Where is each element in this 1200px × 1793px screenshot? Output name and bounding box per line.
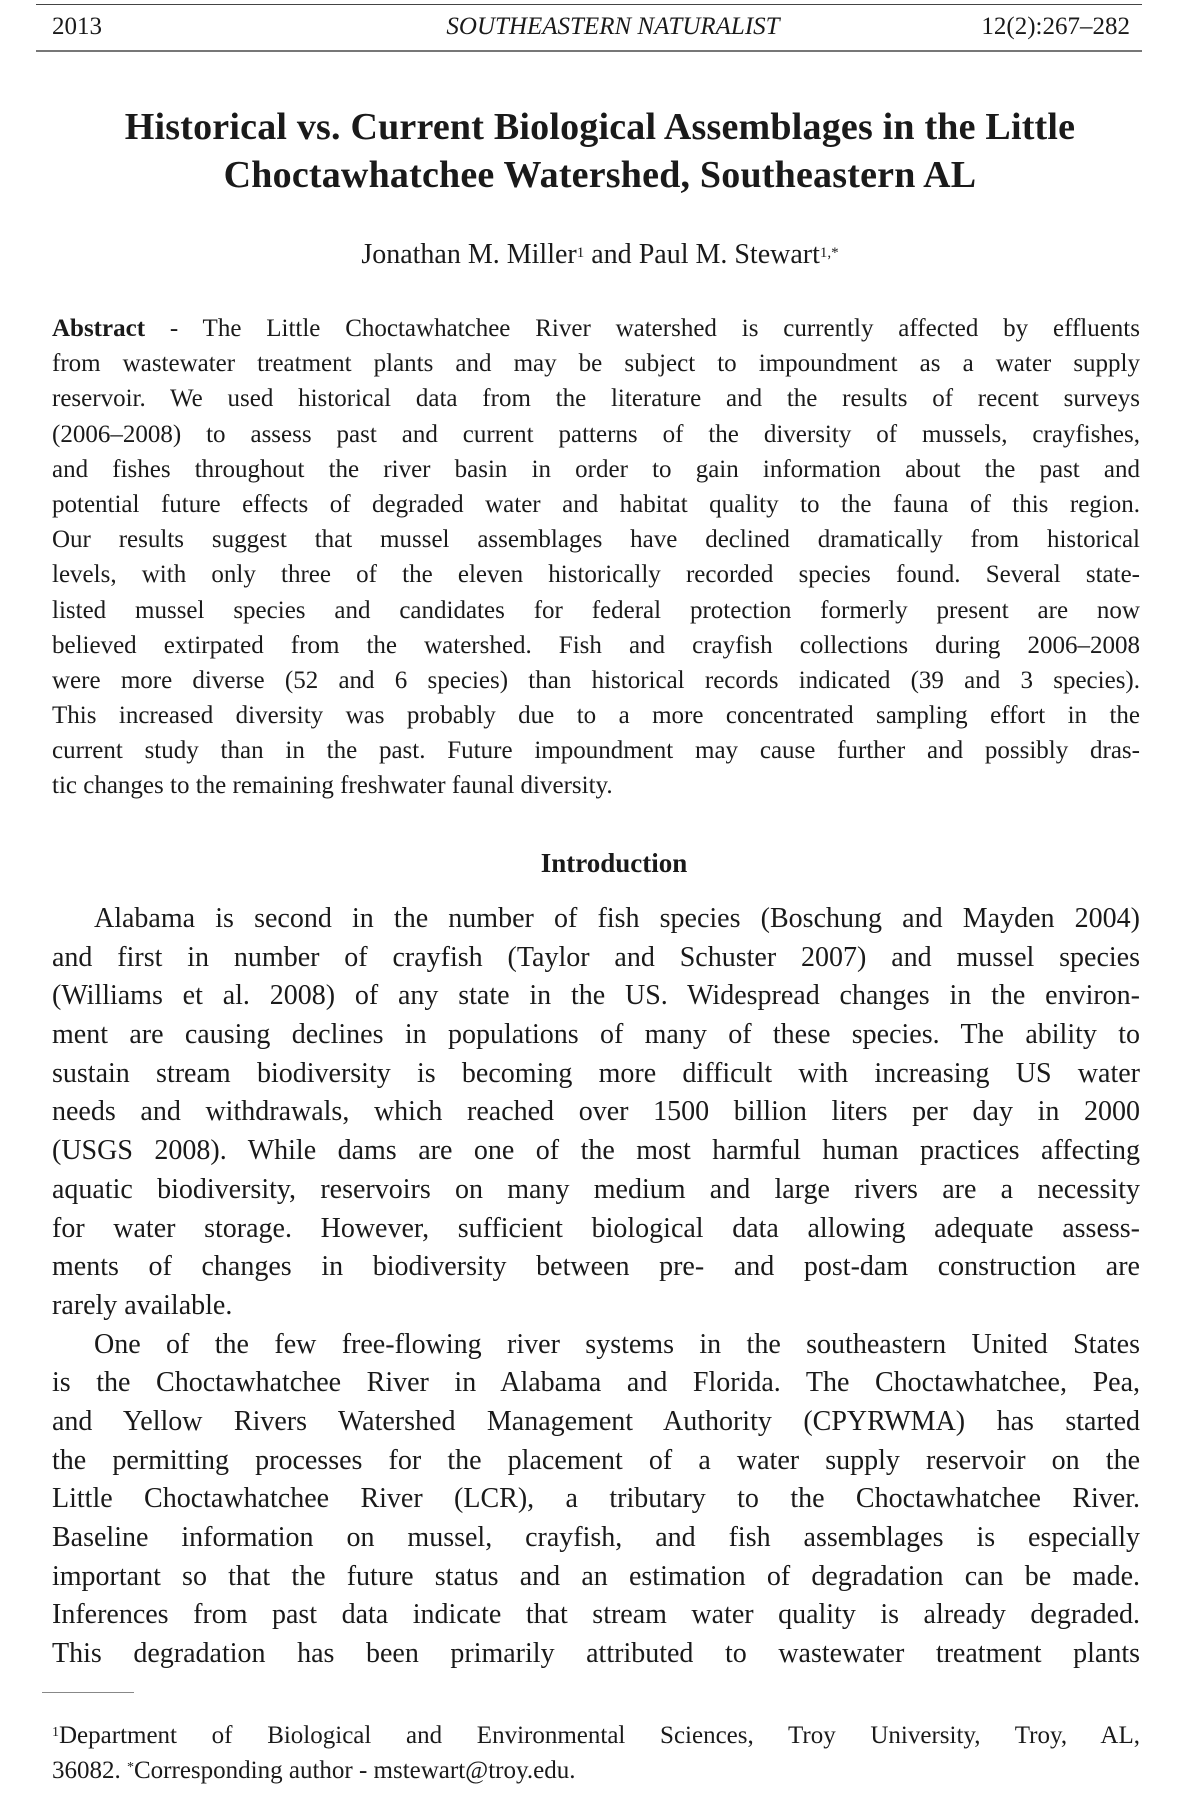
- paragraph: [52, 1326, 1140, 1674]
- corresponding-author-text: Corresponding author - mstewart@troy.edu.: [134, 1757, 576, 1784]
- abstract-line: Abstract - The Little Choctawhatchee River watershed is currently affected by effluents: [52, 315, 1140, 342]
- abstract-line: potential future effects of degraded water and habitat quality to the fauna of this region.: [52, 490, 1140, 518]
- footnote-rule: [42, 1692, 134, 1693]
- abstract-line: (2006–2008) to assess past and current patterns of the diversity of mussels, crayfishes,: [52, 420, 1140, 448]
- header-year: 2013: [52, 13, 102, 40]
- body-line: rarely available.: [52, 1289, 233, 1321]
- header-volume-pages: 12(2):267–282: [981, 13, 1130, 40]
- body-line: (USGS 2008). While dams are one of the most harmful human practices affecting: [52, 1135, 1140, 1167]
- body-line: One of the few free-flowing river systems in the southeastern United States: [94, 1328, 1140, 1360]
- author-list: [0, 238, 1200, 272]
- abstract-line: believed extirpated from the watershed. Fish and crayfish collections during 2006–2008: [52, 631, 1140, 659]
- footnote-marker: 1: [52, 1725, 59, 1740]
- abstract-line: This increased diversity was probably due to a more concentrated sampling effort in the: [52, 702, 1140, 730]
- affiliation-marker: 1: [576, 245, 585, 261]
- body-line: Little Choctawhatchee River (LCR), a tributary to the Choctawhatchee River.: [52, 1483, 1140, 1515]
- author-name: Jonathan M. Miller: [361, 239, 577, 270]
- body-line: aquatic biodiversity, reservoirs on many medium and large rivers are a necessity: [52, 1173, 1140, 1205]
- paragraph: [52, 900, 1140, 1326]
- abstract-line: Our results suggest that mussel assemblages have declined dramatically from historical: [52, 526, 1140, 554]
- body-line: Baseline information on mussel, crayfish, and fish assemblages is especially: [52, 1522, 1140, 1553]
- title-line: Choctawhatchee Watershed, Southeastern AL: [223, 154, 977, 196]
- body-line: important so that the future status and an estimation of degradation can be made.: [52, 1560, 1140, 1592]
- body-line: This degradation has been primarily attributed to wastewater treatment plants: [52, 1638, 1140, 1670]
- abstract-line: tic changes to the remaining freshwater faunal diversity.: [52, 772, 613, 800]
- title-line: Historical vs. Current Biological Assemblages in the Little: [124, 106, 1076, 148]
- affiliation-marker: 1,*: [819, 245, 839, 261]
- body-line: Alabama is second in the number of fish species (Boschung and Mayden 2004): [94, 903, 1140, 934]
- footnote-line: 36082. *Corresponding author - mstewart@troy.edu.: [52, 1757, 576, 1784]
- body-line: Inferences from past data indicate that stream water quality is already degraded.: [52, 1599, 1140, 1631]
- body-line: sustain stream biodiversity is becoming more difficult with increasing US water: [52, 1057, 1140, 1089]
- body-line: is the Choctawhatchee River in Alabama and Florida. The Choctawhatchee, Pea,: [52, 1367, 1140, 1399]
- footnote: [52, 1718, 1140, 1788]
- section-heading-introduction: Introduction: [540, 848, 688, 878]
- article-title: [0, 103, 1200, 199]
- body-line: ments of changes in biodiversity between pre- and post-dam construction are: [52, 1251, 1140, 1283]
- footnote-line: [52, 1718, 1140, 1753]
- body-line: and first in number of crayfish (Taylor and Schuster 2007) and mussel species: [52, 941, 1140, 973]
- affiliation-text: Department of Biological and Environmental Sciences, Troy University, Troy, AL,: [59, 1722, 1140, 1749]
- introduction-body: [52, 900, 1140, 1674]
- abstract-line: levels, with only three of the eleven historically recorded species found. Several state-: [52, 561, 1140, 589]
- header-top-rule: [36, 4, 1142, 5]
- abstract-line: current study than in the past. Future impoundment may cause further and possibly dras-: [52, 737, 1140, 765]
- footnote-marker: *: [127, 1760, 134, 1775]
- body-line: and Yellow Rivers Watershed Management Authority (CPYRWMA) has started: [52, 1405, 1140, 1437]
- abstract: [52, 311, 1140, 804]
- author-conjunction: and: [584, 239, 639, 270]
- header-journal-name: SOUTHEASTERN NATURALIST: [446, 13, 780, 40]
- header-bottom-rule: [36, 50, 1142, 52]
- abstract-line: and fishes throughout the river basin in order to gain information about the past and: [52, 455, 1140, 483]
- abstract-line: listed mussel species and candidates for federal protection formerly present are now: [52, 596, 1140, 624]
- body-line: needs and withdrawals, which reached over 1500 billion liters per day in 2000: [52, 1096, 1140, 1128]
- abstract-label: Abstract: [52, 315, 146, 342]
- body-line: for water storage. However, sufficient biological data allowing adequate assess-: [52, 1212, 1140, 1244]
- author-name: Paul M. Stewart: [638, 239, 820, 270]
- abstract-line: reservoir. We used historical data from the literature and the results of recent surveys: [52, 385, 1140, 413]
- abstract-line: were more diverse (52 and 6 species) than historical records indicated (39 and 3 species).: [52, 666, 1140, 694]
- body-line: (Williams et al. 2008) of any state in the US. Widespread changes in the environ-: [52, 980, 1140, 1012]
- body-line: ment are causing declines in populations of many of these species. The ability to: [52, 1019, 1140, 1051]
- body-line: the permitting processes for the placement of a water supply reservoir on the: [52, 1444, 1140, 1476]
- abstract-line: from wastewater treatment plants and may be subject to impoundment as a water supply: [52, 350, 1140, 378]
